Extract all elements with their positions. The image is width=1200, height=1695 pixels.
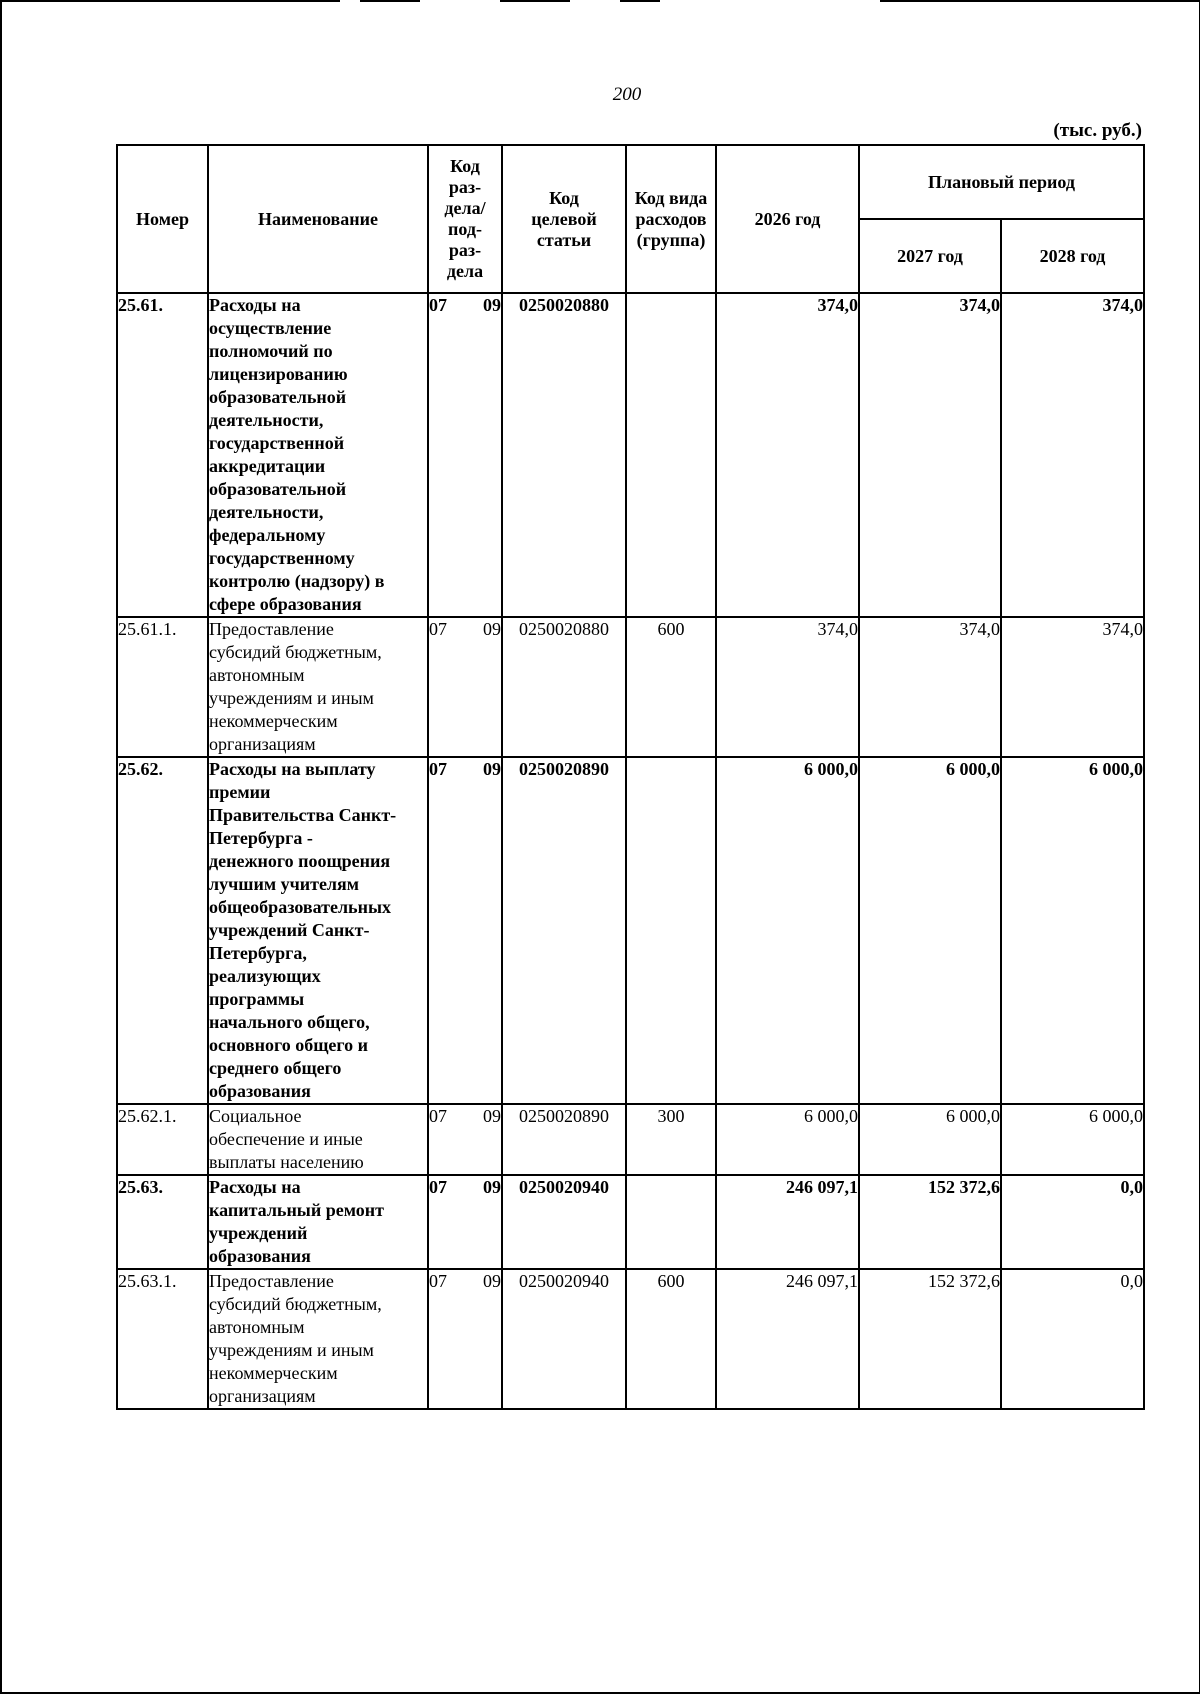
row-group-code: 600 bbox=[626, 617, 716, 757]
row-name-line: капитальный ремонт bbox=[209, 1200, 384, 1220]
row-name-line: организациям bbox=[209, 734, 316, 754]
row-target-code: 0250020890 bbox=[502, 757, 626, 1104]
row-amount-2027: 152 372,6 bbox=[859, 1269, 1001, 1409]
row-name-line: некоммерческим bbox=[209, 1363, 338, 1383]
table-row bbox=[117, 1269, 1144, 1409]
row-name-line: среднего общего bbox=[209, 1058, 342, 1078]
row-amount-2028: 0,0 bbox=[1001, 1175, 1144, 1269]
row-number: 25.61. bbox=[117, 293, 208, 617]
table-row bbox=[117, 293, 1144, 617]
row-name-line: государственной bbox=[209, 433, 345, 453]
header-razdel-line: раз- bbox=[448, 177, 482, 197]
row-name-line: денежного поощрения bbox=[209, 851, 391, 871]
row-amount-2028: 374,0 bbox=[1001, 617, 1144, 757]
header-name: Наименование bbox=[208, 145, 428, 293]
row-name-line: Расходы на bbox=[209, 1177, 301, 1197]
row-amount-2027: 374,0 bbox=[859, 293, 1001, 617]
row-name-line: аккредитации bbox=[209, 456, 326, 476]
row-name-line: образования bbox=[209, 1246, 311, 1266]
row-amount-2026: 246 097,1 bbox=[716, 1175, 859, 1269]
header-2027: 2027 год bbox=[859, 219, 1001, 293]
row-name-line: деятельности, bbox=[209, 410, 324, 430]
row-number: 25.62.1. bbox=[117, 1104, 208, 1175]
row-amount-2028: 374,0 bbox=[1001, 293, 1144, 617]
row-name-line: Расходы на bbox=[209, 295, 301, 315]
row-name-line: автономным bbox=[209, 1317, 305, 1337]
row-name-line: полномочий по bbox=[209, 341, 333, 361]
row-target-code: 0250020880 bbox=[502, 293, 626, 617]
header-group-line: Код вида bbox=[634, 187, 708, 208]
row-number: 25.62. bbox=[117, 757, 208, 1104]
header-planned-period: Плановый период bbox=[859, 145, 1144, 219]
row-number: 25.63. bbox=[117, 1175, 208, 1269]
row-target-code: 0250020880 bbox=[502, 617, 626, 757]
header-target-line: целевой bbox=[531, 208, 597, 229]
row-name-line: премии bbox=[209, 782, 271, 802]
row-name-line: программы bbox=[209, 989, 305, 1009]
header-razdel-line: Код bbox=[450, 156, 480, 176]
table-row bbox=[117, 757, 1144, 1104]
row-name bbox=[208, 1104, 428, 1175]
row-name bbox=[208, 1175, 428, 1269]
table-row bbox=[117, 1175, 1144, 1269]
row-amount-2026: 374,0 bbox=[716, 293, 859, 617]
table-row bbox=[117, 1104, 1144, 1175]
row-amount-2027: 6 000,0 bbox=[859, 757, 1001, 1104]
row-name-line: учреждениям и иным bbox=[209, 688, 374, 708]
row-name-line: деятельности, bbox=[209, 502, 324, 522]
units-label: (тыс. руб.) bbox=[1053, 120, 1142, 141]
header-razdel bbox=[428, 145, 502, 293]
row-name-line: основного общего и bbox=[209, 1035, 369, 1055]
header-razdel-line: дела/ bbox=[444, 198, 486, 218]
row-name-line: учреждений bbox=[209, 1223, 308, 1243]
scan-mark bbox=[500, 0, 570, 2]
row-amount-2027: 374,0 bbox=[859, 617, 1001, 757]
row-amount-2026: 246 097,1 bbox=[716, 1269, 859, 1409]
row-razdel-codes bbox=[428, 757, 502, 1104]
scan-mark bbox=[0, 0, 340, 2]
row-amount-2027: 6 000,0 bbox=[859, 1104, 1001, 1175]
row-name-line: Социальное bbox=[209, 1106, 302, 1126]
row-target-code: 0250020890 bbox=[502, 1104, 626, 1175]
row-razdel: 07 bbox=[429, 1271, 447, 1291]
scan-mark bbox=[880, 0, 1200, 2]
header-2026: 2026 год bbox=[716, 145, 859, 293]
header-group-line: (группа) bbox=[636, 229, 706, 250]
row-name-line: начального общего, bbox=[209, 1012, 370, 1032]
row-name-line: контролю (надзору) в bbox=[209, 571, 385, 591]
row-razdel: 07 bbox=[429, 1177, 447, 1197]
row-razdel: 07 bbox=[429, 759, 447, 779]
table-body bbox=[117, 293, 1144, 1409]
row-name-line: учреждений Санкт- bbox=[209, 920, 370, 940]
row-razdel: 07 bbox=[429, 295, 447, 315]
row-name bbox=[208, 617, 428, 757]
header-razdel-line: раз- bbox=[448, 240, 482, 260]
row-name-line: субсидий бюджетным, bbox=[209, 642, 382, 662]
header-2028: 2028 год bbox=[1001, 219, 1144, 293]
row-number: 25.61.1. bbox=[117, 617, 208, 757]
row-name-line: Правительства Санкт- bbox=[209, 805, 397, 825]
row-name-line: общеобразовательных bbox=[209, 897, 392, 917]
row-razdel-codes bbox=[428, 1269, 502, 1409]
header-razdel-line: под- bbox=[448, 219, 482, 239]
row-group-code bbox=[626, 1175, 716, 1269]
row-amount-2028: 0,0 bbox=[1001, 1269, 1144, 1409]
row-razdel: 07 bbox=[429, 619, 447, 639]
row-name-line: обеспечение и иные bbox=[209, 1129, 363, 1149]
row-name-line: организациям bbox=[209, 1386, 316, 1406]
header-target-line: статьи bbox=[536, 229, 592, 250]
row-name bbox=[208, 293, 428, 617]
row-amount-2028: 6 000,0 bbox=[1001, 757, 1144, 1104]
header-group bbox=[626, 145, 716, 293]
row-podrazdel: 09 bbox=[483, 1271, 501, 1291]
row-name-line: автономным bbox=[209, 665, 305, 685]
scan-mark bbox=[360, 0, 420, 2]
row-name-line: Предоставление bbox=[209, 619, 334, 639]
row-name-line: Расходы на выплату bbox=[209, 759, 376, 779]
row-name-line: субсидий бюджетным, bbox=[209, 1294, 382, 1314]
row-amount-2028: 6 000,0 bbox=[1001, 1104, 1144, 1175]
row-name bbox=[208, 757, 428, 1104]
row-razdel-codes bbox=[428, 293, 502, 617]
page-number: 200 bbox=[612, 84, 642, 105]
header-number: Номер bbox=[117, 145, 208, 293]
header-razdel-line: дела bbox=[446, 261, 484, 281]
row-name-line: образования bbox=[209, 1081, 311, 1101]
row-name-line: выплаты населению bbox=[209, 1152, 364, 1172]
row-name-line: образовательной bbox=[209, 387, 347, 407]
row-name-line: федеральному bbox=[209, 525, 326, 545]
row-podrazdel: 09 bbox=[483, 619, 501, 639]
row-name-line: Петербурга, bbox=[209, 943, 307, 963]
row-podrazdel: 09 bbox=[483, 759, 501, 779]
row-name-line: лучшим учителям bbox=[209, 874, 360, 894]
row-name-line: Петербурга - bbox=[209, 828, 313, 848]
row-name-line: учреждениям и иным bbox=[209, 1340, 374, 1360]
row-razdel-codes bbox=[428, 1175, 502, 1269]
budget-table bbox=[116, 144, 1145, 1410]
header-target-line: Код bbox=[549, 187, 579, 208]
row-number: 25.63.1. bbox=[117, 1269, 208, 1409]
row-amount-2026: 6 000,0 bbox=[716, 1104, 859, 1175]
header-group-line: расходов bbox=[635, 208, 707, 229]
row-name-line: реализующих bbox=[209, 966, 321, 986]
row-razdel: 07 bbox=[429, 1106, 447, 1126]
row-name-line: лицензированию bbox=[209, 364, 348, 384]
row-podrazdel: 09 bbox=[483, 295, 501, 315]
row-name-line: образовательной bbox=[209, 479, 347, 499]
row-podrazdel: 09 bbox=[483, 1106, 501, 1126]
table-row bbox=[117, 617, 1144, 757]
row-name-line: осуществление bbox=[209, 318, 332, 338]
row-group-code: 300 bbox=[626, 1104, 716, 1175]
row-name-line: государственному bbox=[209, 548, 355, 568]
row-amount-2026: 6 000,0 bbox=[716, 757, 859, 1104]
row-name bbox=[208, 1269, 428, 1409]
row-name-line: сфере образования bbox=[209, 594, 362, 614]
header-target bbox=[502, 145, 626, 293]
row-podrazdel: 09 bbox=[483, 1177, 501, 1197]
row-target-code: 0250020940 bbox=[502, 1269, 626, 1409]
row-amount-2026: 374,0 bbox=[716, 617, 859, 757]
row-amount-2027: 152 372,6 bbox=[859, 1175, 1001, 1269]
row-target-code: 0250020940 bbox=[502, 1175, 626, 1269]
row-name-line: Предоставление bbox=[209, 1271, 334, 1291]
row-name-line: некоммерческим bbox=[209, 711, 338, 731]
row-group-code: 600 bbox=[626, 1269, 716, 1409]
scan-mark bbox=[620, 0, 660, 2]
row-razdel-codes bbox=[428, 617, 502, 757]
row-group-code bbox=[626, 757, 716, 1104]
row-razdel-codes bbox=[428, 1104, 502, 1175]
row-group-code bbox=[626, 293, 716, 617]
